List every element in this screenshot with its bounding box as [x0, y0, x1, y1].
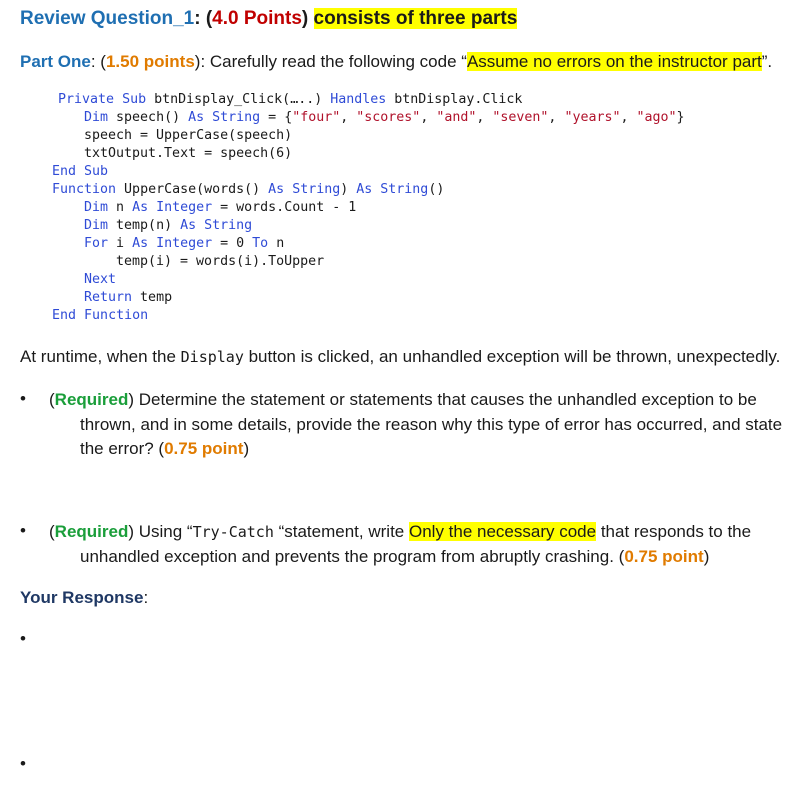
question-title: Review Question_1: (4.0 Points) consists of three parts: [20, 8, 518, 29]
code-line: temp(i) = words(i).ToUpper: [116, 254, 325, 269]
q1-line3: the error? (: [80, 439, 165, 458]
q2-text2: “statement, write: [273, 522, 409, 541]
part-one-label: Part One: [20, 52, 91, 71]
question-points: 4.0 Points: [212, 8, 302, 29]
code-line: speech = UpperCase(speech): [84, 128, 293, 143]
response-bullet[interactable]: •: [20, 754, 26, 773]
code-line: Dim temp(n) As String: [84, 218, 253, 233]
code-line: End Sub: [52, 164, 109, 179]
response-label: Your Response: [20, 588, 144, 607]
part-one-text: : Carefully read the following code “: [200, 52, 467, 71]
required-label: Required: [54, 522, 129, 541]
q2-highlight: Only the necessary code: [408, 522, 597, 541]
code-line: Function UpperCase(words() As String) As String(): [52, 182, 445, 197]
code-line: Private Sub btnDisplay_Click(…..) Handles btnDisplay.Click: [58, 92, 523, 107]
response-heading: [20, 588, 148, 608]
question-label: Review Question_1: [20, 8, 195, 29]
runtime-description: [20, 347, 780, 367]
part-one-points: 1.50 points: [105, 52, 195, 71]
q1-points: 0.75 point: [164, 439, 244, 458]
q1-line3-end: ): [243, 439, 250, 458]
display-code: Display: [180, 348, 244, 366]
part-one-end: ”.: [761, 52, 773, 71]
q2-text3: that responds to the: [596, 522, 752, 541]
response-bullet[interactable]: •: [20, 629, 26, 648]
bullet: •: [20, 521, 26, 540]
question-subtitle: consists of three parts: [313, 8, 518, 29]
code-line: Dim speech() As String = {"four", "scores", "and", "seven", "years", "ago"}: [84, 110, 685, 125]
response-colon: :: [143, 588, 149, 607]
q2-line2-end: ): [703, 546, 710, 566]
code-line: Next: [84, 272, 117, 287]
code-line: Return temp: [84, 290, 173, 305]
runtime-after: button is clicked, an unhandled exception will be thrown, unexpectedly.: [243, 347, 781, 366]
code-line: txtOutput.Text = speech(6): [84, 146, 293, 161]
code-line: Dim n As Integer = words.Count - 1: [84, 200, 357, 215]
bullet: •: [20, 389, 26, 408]
try-catch-code: Try-Catch: [192, 523, 274, 541]
q2-line2: unhandled exception and prevents the program from abruptly crashing. (: [80, 546, 625, 566]
q2-text1: ) Using “: [128, 522, 193, 541]
part-one-quote: Assume no errors on the instructor part: [466, 52, 762, 71]
question-one: (Required) Determine the statement or statements that causes the unhandled exception to be thrown, and in some details, provide the reason why this type of error has occurred, and state the error? (0.75 point): [49, 390, 783, 458]
q1-line2: thrown, and in some details, provide the reason why this type of error has occurred, and state: [80, 414, 783, 434]
q1-line1: ) Determine the statement or statements that causes the unhandled exception to be: [128, 390, 757, 409]
runtime-before: At runtime, when the: [20, 347, 181, 366]
code-line: End Function: [52, 308, 149, 323]
code-line: For i As Integer = 0 To n: [84, 236, 285, 251]
q2-points: 0.75 point: [624, 546, 704, 566]
required-label: Required: [54, 390, 129, 409]
question-two: (Required) Using “Try-Catch “statement, write Only the necessary code that responds to the unhandled exception and prevents the program from abruptly crashing. (0.75 point): [49, 522, 752, 566]
part-one-instructions: Part One: (1.50 points): Carefully read the following code “Assume no errors on the instructor part”.: [20, 52, 773, 71]
